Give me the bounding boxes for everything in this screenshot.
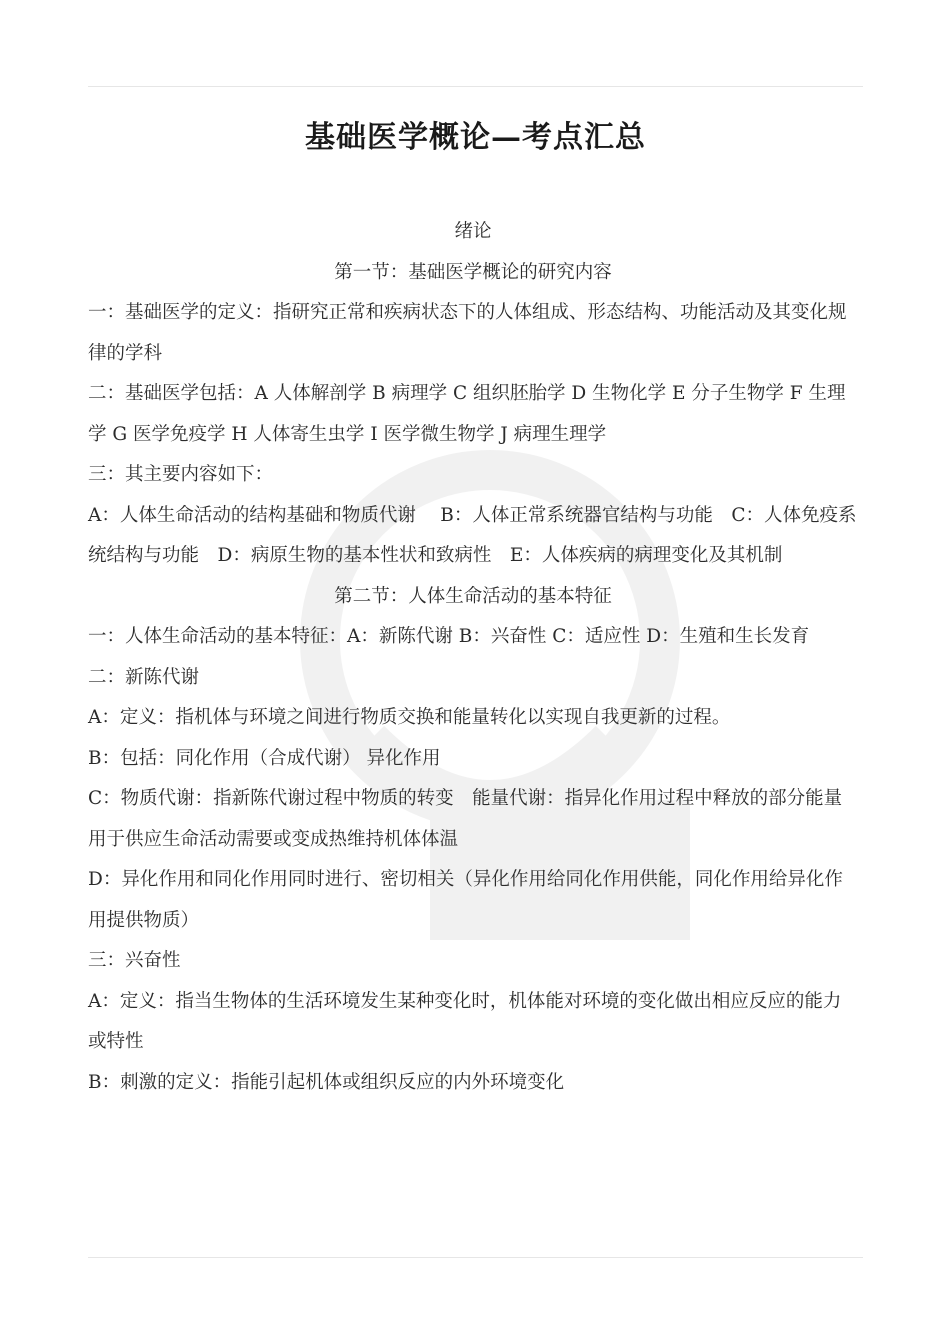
paragraph: A：人体生命活动的结构基础和物质代谢 B：人体正常系统器官结构与功能 C：人体免疫系统结构与功能 D：病原生物的基本性状和致病性 E：人体疾病的病理变化及其机制	[88, 504, 857, 566]
paragraph: 二：基础医学包括：A 人体解剖学 B 病理学 C 组织胚胎学 D 生物化学 E 分子生物学 F 生理学 G 医学免疫学 H 人体寄生虫学 I 医学微生物学 J 病理生理学	[88, 383, 846, 445]
paragraph: 三：兴奋性	[88, 950, 181, 971]
paragraph: 一：人体生命活动的基本特征：A：新陈代谢 B：兴奋性 C：适应性 D：生殖和生长发育	[88, 626, 810, 647]
chapter-heading: 绪论	[454, 221, 492, 242]
section-heading: 第二节：人体生命活动的基本特征	[334, 585, 612, 607]
page-title: 基础医学概论—考点汇总	[305, 120, 646, 155]
paragraph: D：异化作用和同化作用同时进行、密切相关（异化作用给同化作用供能，同化作用给异化作用提供物质）	[88, 869, 843, 931]
paragraph: A：定义：指机体与环境之间进行物质交换和能量转化以实现自我更新的过程。	[88, 707, 731, 728]
paragraph: B：刺激的定义：指能引起机体或组织反应的内外环境变化	[88, 1071, 565, 1093]
paragraph: 三：其主要内容如下：	[88, 464, 274, 485]
bottom-divider	[88, 1257, 863, 1258]
paragraph: A：定义：指当生物体的生活环境发生某种变化时，机体能对环境的变化做出相应反应的能力或特性	[88, 990, 842, 1052]
document-body	[88, 212, 858, 1103]
top-divider	[88, 86, 863, 87]
paragraph: 一：基础医学的定义：指研究正常和疾病状态下的人体组成、形态结构、功能活动及其变化规律的学科	[88, 302, 847, 364]
paragraph: C：物质代谢：指新陈代谢过程中物质的转变 能量代谢：指异化作用过程中释放的部分能量用于供应生命活动需要或变成热维持机体体温	[88, 788, 843, 850]
paragraph: 二：新陈代谢	[88, 666, 200, 688]
section-heading: 第一节：基础医学概论的研究内容	[334, 261, 612, 283]
paragraph: B：包括：同化作用（合成代谢） 异化作用	[88, 747, 441, 769]
